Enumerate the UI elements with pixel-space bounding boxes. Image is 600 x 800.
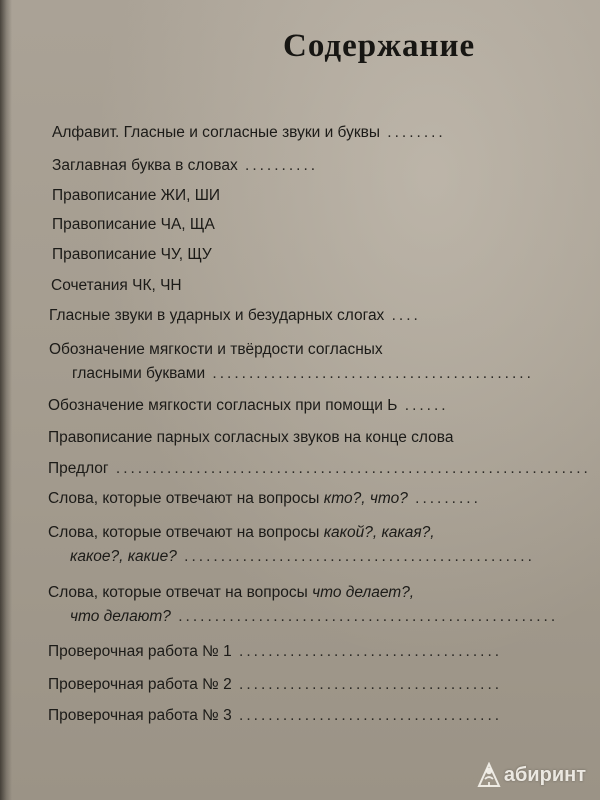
toc-entry-text: гласными буквами	[72, 365, 206, 382]
toc-leader-dots: ....	[384, 307, 421, 324]
watermark	[477, 762, 586, 788]
toc-entry-line	[72, 365, 534, 383]
toc-entry-line	[48, 584, 414, 602]
toc-entry-text: Обозначение мягкости согласных при помощи Ь	[48, 397, 398, 414]
toc-entry-italic-text: что делают?	[70, 608, 171, 625]
watermark-text: абиринт	[503, 763, 586, 786]
toc-entry-text: Проверочная работа № 2	[48, 676, 232, 693]
toc-entry-line	[51, 277, 182, 295]
toc-entry-italic-text: кто?, что?	[323, 490, 408, 507]
toc-leader-dots: ....................................	[231, 676, 503, 693]
toc-leader-dots: ....................................	[231, 707, 503, 724]
toc-entry-line	[49, 307, 421, 325]
toc-entry-line	[52, 157, 318, 175]
toc-entry-text: Гласные звуки в ударных и безударных слогах	[49, 307, 385, 324]
toc-entry-text: Заглавная буква в словах	[52, 157, 238, 174]
toc-leader-dots: ........	[379, 124, 446, 141]
toc-entry-line	[48, 460, 591, 478]
toc-leader-dots: ....................................	[231, 643, 503, 660]
toc-entry-line	[48, 707, 502, 725]
toc-entry-line	[48, 524, 435, 542]
toc-entry-line	[48, 676, 502, 694]
toc-entry-text: Правописание ЧА, ЩА	[52, 216, 215, 233]
toc-entry-line	[70, 608, 558, 626]
toc-leader-dots: .................................................................	[108, 460, 591, 477]
toc-entry-line	[52, 124, 446, 142]
toc-leader-dots: ..........	[237, 157, 319, 174]
toc-entry-line	[70, 548, 535, 566]
toc-entry-italic-text: какой?, какая?,	[323, 524, 435, 541]
toc-entry-line	[48, 490, 481, 508]
toc-leader-dots: ....................................................	[170, 608, 559, 625]
toc-entry-line	[52, 216, 215, 234]
toc-entry-line	[48, 429, 453, 447]
page-title: Содержание	[283, 28, 476, 64]
toc-entry-line	[48, 643, 502, 661]
page-gutter-shadow	[0, 0, 12, 800]
toc-entry-text: Правописание ЧУ, ЩУ	[52, 246, 212, 263]
toc-entry-text: Слова, которые отвечают на вопросы	[48, 524, 324, 541]
toc-entry-text: Правописание парных согласных звуков на конце слова	[48, 429, 454, 446]
toc-entry-line	[52, 187, 220, 205]
toc-entry-line	[48, 397, 449, 415]
toc-entry-text: Алфавит. Гласные и согласные звуки и буквы	[52, 124, 380, 141]
toc-entry-line	[52, 246, 212, 264]
toc-leader-dots: ......	[397, 397, 449, 414]
toc-entry-text: Предлог	[48, 460, 109, 477]
toc-entry-text: Проверочная работа № 3	[48, 707, 232, 724]
toc-entry-italic-text: что делает?,	[312, 584, 415, 601]
toc-leader-dots: ............................................	[205, 365, 534, 382]
toc-entry-text: Сочетания ЧК, ЧН	[51, 277, 182, 294]
toc-entry-text: Слова, которые отвечают на вопросы	[48, 490, 324, 507]
toc-entry-line	[49, 341, 383, 359]
toc-entry-text: Слова, которые отвечат на вопросы	[48, 584, 313, 601]
toc-entry-text: Проверочная работа № 1	[48, 643, 232, 660]
toc-entry-italic-text: какое?, какие?	[70, 548, 177, 565]
toc-leader-dots: .........	[407, 490, 481, 507]
toc-entry-text: Обозначение мягкости и твёрдости согласных	[49, 341, 383, 358]
toc-leader-dots: ................................................	[176, 548, 535, 565]
toc-entry-text: Правописание ЖИ, ШИ	[52, 187, 221, 204]
labyrinth-logo-icon	[477, 762, 501, 788]
